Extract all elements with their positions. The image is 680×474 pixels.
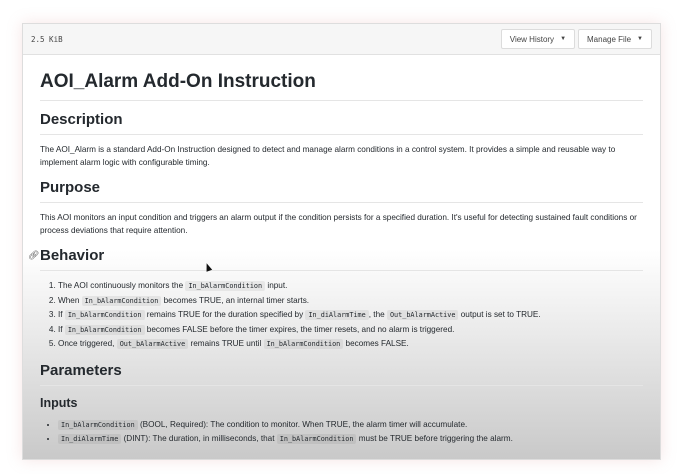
heading-behavior — [28, 247, 643, 271]
inline-code: In_bAlarmCondition — [82, 296, 162, 306]
list-text: , the — [368, 310, 387, 319]
list-text: input. — [265, 281, 288, 290]
anchor-link-icon[interactable]: 🔗︎ — [28, 250, 40, 260]
list-item — [58, 432, 643, 447]
list-text: output is set to TRUE. — [458, 310, 541, 319]
list-text: Once triggered, — [58, 339, 117, 348]
list-text: remains TRUE until — [188, 339, 264, 348]
list-item — [58, 279, 643, 294]
behavior-list — [40, 279, 643, 352]
list-text: becomes FALSE. — [343, 339, 409, 348]
inline-code: In_bAlarmCondition — [58, 420, 138, 430]
inline-code: In_diAlarmTime — [305, 310, 368, 320]
view-history-label: View History — [509, 34, 555, 44]
list-text: becomes TRUE, an internal timer starts. — [161, 295, 310, 305]
list-text: remains TRUE for the duration specified by — [144, 310, 306, 319]
caret-down-icon: ▼ — [560, 36, 567, 42]
list-text: must be TRUE before triggering the alarm. — [356, 434, 513, 443]
inline-code: In_bAlarmCondition — [185, 281, 265, 291]
list-text: (BOOL, Required): The condition to monitor. When TRUE, the alarm timer will accumulate. — [137, 419, 468, 429]
manage-file-label: Manage File — [587, 34, 632, 44]
list-text: If — [58, 310, 65, 319]
caret-down-icon: ▼ — [637, 36, 643, 42]
purpose-text: This AOI monitors an input condition and triggers an alarm output if the condition persists for a specified duration. It's useful for detecting sustained fault conditions or process deviations that require attention. — [40, 213, 637, 235]
markdown-content — [23, 71, 660, 447]
list-item — [58, 294, 643, 309]
inline-code: In_bAlarmCondition — [65, 325, 145, 335]
heading-inputs: Inputs — [40, 395, 78, 410]
heading-parameters: Parameters — [40, 362, 643, 386]
inline-code: In_bAlarmCondition — [264, 339, 344, 349]
inline-code: Out_bAlarmActive — [117, 339, 188, 349]
list-text: becomes FALSE before the timer expires, the timer resets, and no alarm is triggered. — [144, 324, 455, 334]
file-size: 2.5 KiB — [31, 34, 63, 44]
list-text: When — [58, 295, 82, 305]
list-text: (DINT): The duration, in milliseconds, that — [121, 434, 277, 443]
list-item — [58, 337, 643, 352]
manage-file-button[interactable] — [578, 29, 652, 49]
file-header-bar — [23, 24, 660, 55]
list-text: If — [58, 324, 65, 334]
inline-code: Out_bAlarmActive — [387, 310, 458, 320]
list-item — [58, 323, 643, 338]
inline-code: In_bAlarmCondition — [65, 310, 145, 320]
page-title: AOI_Alarm Add-On Instruction — [40, 71, 643, 101]
inline-code: In_diAlarmTime — [58, 434, 121, 444]
description-text: The AOI_Alarm is a standard Add-On Instruction designed to detect and manage alarm conditions in a control system. It provides a simple and reusable way to implement alarm logic with configurable timing. — [40, 145, 616, 167]
inputs-list — [40, 418, 643, 447]
heading-description: Description — [40, 111, 643, 135]
inline-code: In_bAlarmCondition — [277, 434, 357, 444]
file-viewer — [22, 23, 661, 460]
view-history-button[interactable] — [501, 29, 575, 49]
list-item — [58, 308, 643, 323]
behavior-heading-text: Behavior — [40, 247, 105, 264]
list-text: The AOI continuously monitors the — [58, 281, 186, 290]
heading-purpose: Purpose — [40, 179, 643, 203]
list-item — [58, 418, 643, 433]
